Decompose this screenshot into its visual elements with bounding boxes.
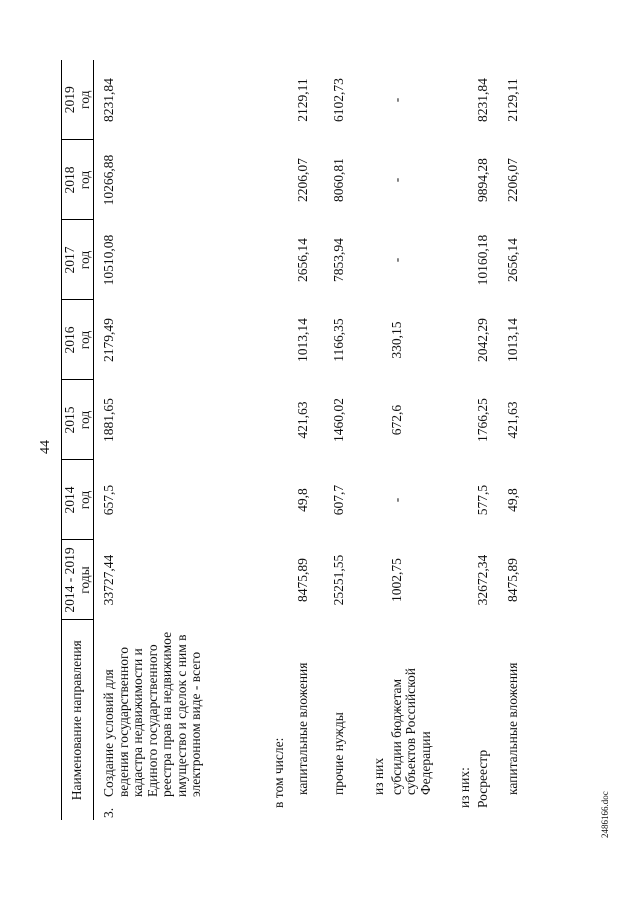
row-name: Росреестр bbox=[474, 749, 490, 808]
table-row bbox=[476, 60, 506, 820]
value-2018: 10266,88 bbox=[101, 154, 116, 206]
table-row bbox=[372, 60, 390, 820]
table-row bbox=[296, 60, 332, 820]
value-2015: 672,6 bbox=[388, 404, 404, 436]
table-row bbox=[458, 60, 476, 820]
header-year-2015: 2015 год bbox=[62, 380, 94, 460]
value-2015: 421,63 bbox=[294, 401, 310, 439]
value-2014: 49,8 bbox=[294, 488, 310, 512]
row-label: из них: bbox=[456, 767, 472, 808]
value-2019: 6102,73 bbox=[330, 78, 346, 122]
footer-filename: 2486166.doc bbox=[600, 791, 610, 838]
row-name: субсидии бюджетам субъектов Российской Федерации bbox=[388, 667, 433, 795]
value-2018: 2206,07 bbox=[504, 158, 520, 202]
value-total: 33727,44 bbox=[101, 554, 116, 606]
header-year-2018: 2018 год bbox=[62, 140, 94, 220]
value-2017: 7853,94 bbox=[330, 238, 346, 282]
value-2014: 607,7 bbox=[330, 484, 346, 516]
value-2018: - bbox=[388, 177, 404, 183]
value-2019: 8231,84 bbox=[101, 78, 116, 122]
header-year-2016: 2016 год bbox=[62, 300, 94, 380]
value-2017: 2656,14 bbox=[504, 238, 520, 282]
row-name: капитальные вложения bbox=[504, 662, 520, 795]
value-2015: 1766,25 bbox=[474, 398, 490, 442]
value-2018: 8060,81 bbox=[330, 158, 346, 202]
page-number: 44 bbox=[38, 440, 53, 454]
value-total: 1002,75 bbox=[388, 558, 404, 602]
value-2019: 8231,84 bbox=[474, 78, 490, 122]
budget-table bbox=[61, 60, 536, 820]
table-row bbox=[94, 60, 272, 820]
value-2016: 1013,14 bbox=[504, 318, 520, 362]
value-2017: 2656,14 bbox=[294, 238, 310, 282]
rotated-table-container bbox=[61, 60, 581, 820]
value-total: 8475,89 bbox=[504, 558, 520, 602]
value-2017: 10510,08 bbox=[101, 234, 116, 286]
value-2016: 2042,29 bbox=[474, 318, 490, 362]
header-total: 2014 - 2019 годы bbox=[62, 540, 94, 620]
value-2016: 330,15 bbox=[388, 321, 404, 359]
table-header-row bbox=[62, 60, 94, 820]
value-2015: 1460,02 bbox=[330, 398, 346, 442]
value-2017: - bbox=[388, 257, 404, 263]
value-2018: 9894,28 bbox=[474, 158, 490, 202]
table-row bbox=[506, 60, 536, 820]
table-row bbox=[272, 60, 296, 820]
value-2016: 1013,14 bbox=[294, 318, 310, 362]
item-name: Создание условий для ведения государственного кадастра недвижимости и Единого государственного реестра прав на недвижимое имущество и сделок с ним в электронном виде - всего bbox=[101, 631, 203, 797]
value-2019: - bbox=[388, 97, 404, 103]
value-2016: 1166,35 bbox=[330, 318, 346, 362]
value-2018: 2206,07 bbox=[294, 158, 310, 202]
value-2014: 577,5 bbox=[474, 484, 490, 516]
row-name: капитальные вложения bbox=[294, 662, 310, 795]
item-number: 3. bbox=[101, 807, 116, 818]
row-label: в том числе: bbox=[270, 737, 286, 808]
value-2014: - bbox=[388, 497, 404, 503]
value-2015: 1881,65 bbox=[101, 398, 116, 442]
value-2014: 657,5 bbox=[101, 484, 116, 516]
value-total: 8475,89 bbox=[294, 558, 310, 602]
header-year-2014: 2014 год bbox=[62, 460, 94, 540]
header-year-2017: 2017 год bbox=[62, 220, 94, 300]
value-2016: 2179,49 bbox=[101, 318, 116, 362]
value-2015: 421,63 bbox=[504, 401, 520, 439]
value-2017: 10160,18 bbox=[474, 234, 490, 286]
row-label: из них bbox=[370, 757, 386, 795]
header-name: Наименование направления bbox=[62, 620, 94, 820]
value-total: 32672,34 bbox=[474, 554, 490, 606]
row-name bbox=[94, 620, 272, 820]
value-2019: 2129,11 bbox=[504, 78, 520, 122]
row-name: прочие нужды bbox=[330, 712, 346, 795]
value-total: 25251,55 bbox=[330, 554, 346, 606]
value-2014: 49,8 bbox=[504, 488, 520, 512]
header-year-2019: 2019 год bbox=[62, 60, 94, 140]
value-2019: 2129,11 bbox=[294, 78, 310, 122]
table-row bbox=[332, 60, 372, 820]
table-row bbox=[390, 60, 458, 820]
